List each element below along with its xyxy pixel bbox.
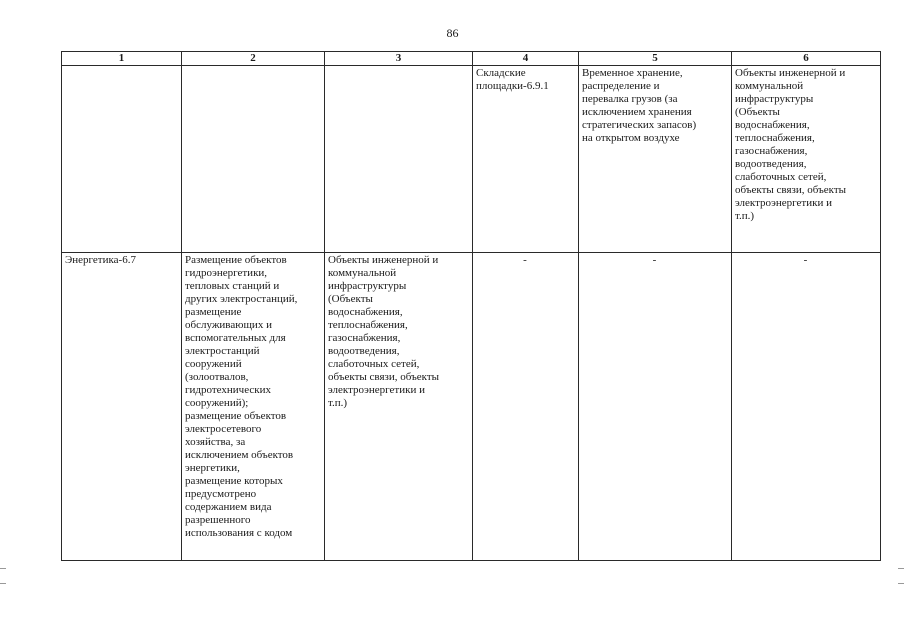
table-cell: Объекты инженерной и коммунальной инфраструктуры (Объекты водоснабжения, теплоснабжения, газоснабжения, водоотведения, слаботочных сетей, объекты связи, объекты электроэнергетики и т.п.) [325,253,473,561]
column-header: 5 [579,52,732,66]
scan-edge-mark [0,568,6,584]
scan-edge-mark [898,568,904,584]
table-cell: Размещение объектов гидроэнергетики, тепловых станций и других электростанций, размещение обслуживающих и вспомогательных для электростанций сооружений (золоотвалов, гидротехнических сооружений); размещение объектов электросетевого хозяйства, за исключением объектов энергетики, размещение которых предусмотрено содержанием вида разрешенного использования с кодом [182,253,325,561]
column-header: 1 [62,52,182,66]
column-header: 4 [473,52,579,66]
table-cell: - [579,253,732,561]
table-cell: - [732,253,881,561]
table-row [62,253,881,561]
table-cell [182,66,325,253]
page-number: 86 [446,26,459,40]
table-cell: - [473,253,579,561]
table-cell: Объекты инженерной и коммунальной инфраструктуры (Объекты водоснабжения, теплоснабжения, газоснабжения, водоотведения, слаботочных сетей, объекты связи, объекты электроэнергетики и т.п.) [732,66,881,253]
table-cell: Временное хранение, распределение и перевалка грузов (за исключением хранения стратегических запасов) на открытом воздухе [579,66,732,253]
table-cell [325,66,473,253]
column-header: 6 [732,52,881,66]
table-cell: Энергетика-6.7 [62,253,182,561]
table-header-row [62,52,881,66]
table-row [62,66,881,253]
regulation-table [61,51,881,561]
column-header: 2 [182,52,325,66]
table-cell [62,66,182,253]
column-header: 3 [325,52,473,66]
table-cell: Складские площадки-6.9.1 [473,66,579,253]
